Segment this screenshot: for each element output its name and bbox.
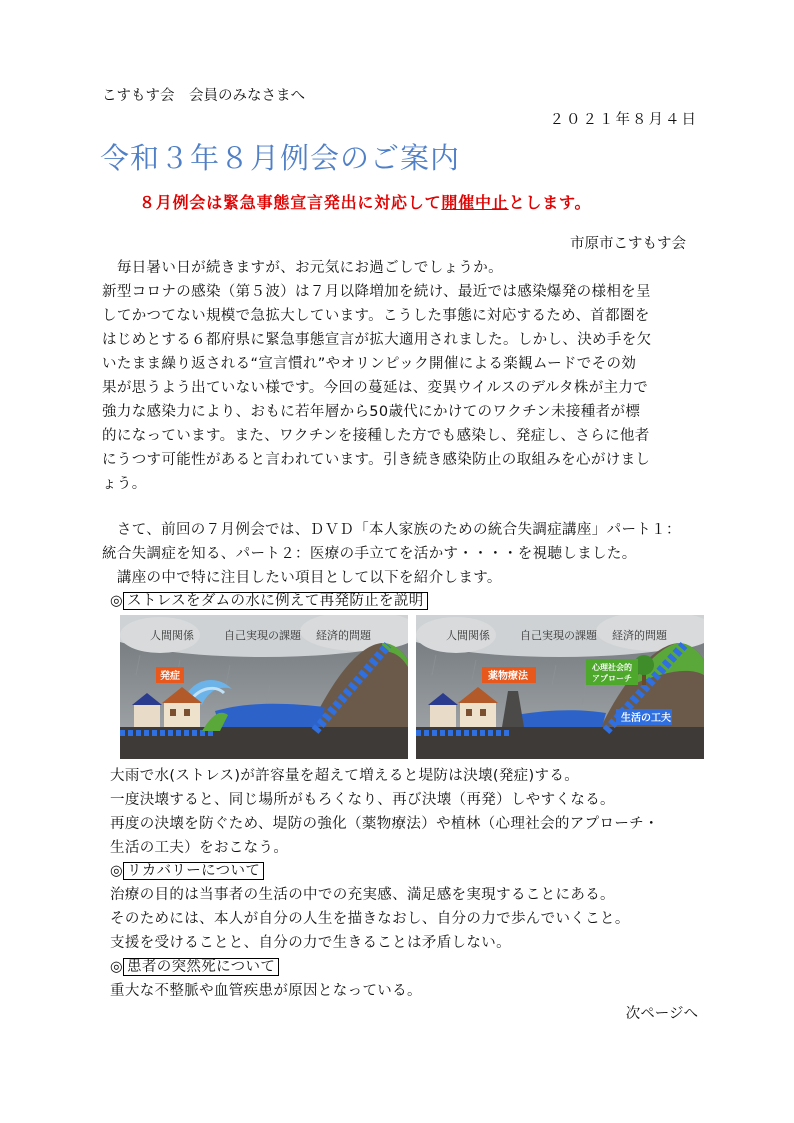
tag-life-tips: 生活の工夫 (621, 713, 671, 724)
intro-line: 毎日暑い日が続きますが、お元気にお過ごしでしょうか。 (102, 260, 503, 276)
tag-medication: 薬物療法 (488, 671, 528, 682)
section-heading-text: リカバリーについて (123, 862, 264, 880)
intro-line: はじめとする６都府県に緊急事態宣言が拡大適用されました。しかし、決め手を欠 (102, 332, 652, 348)
cancellation-notice (139, 190, 591, 213)
stress-line: 一度決壊すると、同じ場所がもろくなり、再び決壊（再発）しやすくなる。 (110, 792, 615, 808)
cloud-label: 人間関係 (150, 630, 194, 642)
recovery-line: 支援を受けることと、自分の力で生きることは矛盾しない。 (110, 935, 511, 951)
intro-line: 新型コロナの感染（第５波）は７月以降増加を続け、最近では感染爆発の様相を呈 (102, 284, 651, 300)
cloud-label: 人間関係 (446, 630, 490, 642)
organization-name: 市原市こすもす会 (570, 236, 686, 252)
intro-line: いたまま繰り返される“宣言慣れ”やオリンピック開催による楽観ムードでその効 (102, 356, 637, 372)
cloud-label: 自己実現の課題 (520, 630, 597, 642)
cloud-label: 経済的問題 (612, 630, 667, 642)
intro-line: 的になっています。また、ワクチンを接種した方でも感染し、発症し、さらに他者 (102, 428, 650, 444)
notice-text-cancelled: 開催中止 (441, 193, 509, 212)
stress-line: 生活の工夫）をおこなう。 (110, 840, 289, 856)
next-page-link: 次ページへ (625, 1006, 698, 1022)
notice-text-post: とします。 (508, 193, 592, 212)
section-heading-stress (110, 589, 428, 610)
notice-text-pre: ８月例会は緊急事態宣言発出に対応して (139, 193, 442, 212)
intro-line: 強力な感染力により、おもに若年層から50歳代にかけてのワクチン未接種者が標 (102, 404, 641, 420)
intro-line: にうつす可能性があると言われています。引き続き感染防止の取組みを心がけまし (102, 452, 651, 468)
tag-onset: 発症 (160, 671, 180, 682)
greeting-line: こすもす会 会員のみなさまへ (102, 88, 305, 104)
section-mark: ◎ (110, 959, 124, 975)
section-mark: ◎ (110, 863, 124, 879)
section-heading-text: ストレスをダムの水に例えて再発防止を説明 (123, 592, 428, 610)
section-heading-text: 患者の突然死について (123, 958, 279, 976)
tag-psychosocial-1: 心理社会的 (592, 663, 632, 672)
intro-line: してかつてない規模で急拡大しています。こうした事態に対応するため、首都圏を (102, 308, 650, 324)
page-title: 令和３年８月例会のご案内 (100, 141, 461, 175)
sudden-death-line: 重大な不整脈や血管疾患が原因となっている。 (110, 983, 422, 999)
cloud-label: 経済的問題 (316, 630, 371, 642)
tag-psychosocial-2: アプローチ (592, 674, 632, 683)
recovery-line: そのためには、本人が自分の人生を描きなおし、自分の力で歩んでいくこと。 (110, 911, 630, 927)
stress-line: 大雨で水(ストレス)が許容量を超えて増えると堤防は決壊(発症)する。 (110, 768, 580, 784)
review-line: さて、前回の７月例会では、ＤＶＤ「本人家族のための統合失調症講座」パート１： (102, 522, 681, 538)
intro-line: 果が思うよう出ていない様です。今回の蔓延は、変異ウイルスのデルタ株が主力で (102, 380, 649, 396)
section-mark: ◎ (110, 593, 124, 609)
recovery-line: 治療の目的は当事者の生活の中での充実感、満足感を実現することにある。 (110, 887, 615, 903)
document-date: ２０２１年８月４日 (549, 112, 698, 128)
review-line: 講座の中で特に注目したい項目として以下を紹介します。 (102, 570, 502, 586)
dam-illustration-prevention (416, 615, 704, 759)
section-heading-recovery (110, 859, 264, 880)
review-line: 統合失調症を知る、パート２：医療の手立てを活かす・・・・を視聴しました。 (102, 546, 637, 562)
dam-illustration-onset (120, 615, 408, 759)
stress-line: 再度の決壊を防ぐため、堤防の強化（薬物療法）や植林（心理社会的アプローチ・ (110, 816, 659, 832)
cloud-label: 自己実現の課題 (224, 630, 301, 642)
intro-line: ょう。 (102, 476, 147, 492)
section-heading-sudden-death (110, 955, 279, 976)
